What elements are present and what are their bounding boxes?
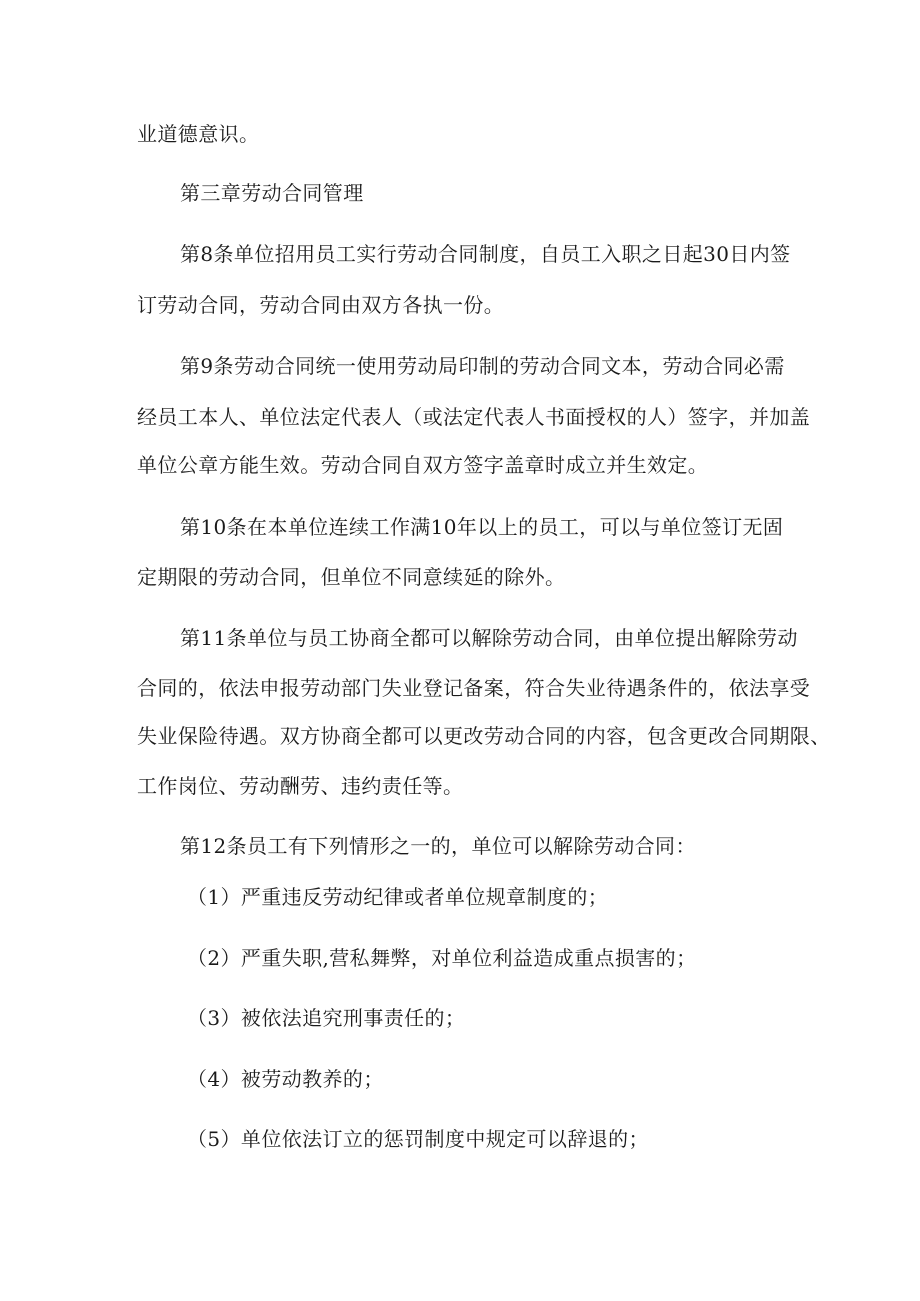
- text-line: 失业保险待遇。双方协商全都可以更改劳动合同的内容，包含更改合同期限、: [137, 724, 831, 748]
- text-line: 工作岗位、劳动酬劳、违约责任等。: [137, 774, 464, 798]
- chapter-heading: 第三章劳动合同管理: [180, 181, 364, 205]
- text-line: 定期限的劳动合同，但单位不同意续延的除外。: [137, 565, 566, 589]
- text-line: 合同的，依法申报劳动部门失业登记备案，符合失业待遇条件的，依法享受: [137, 676, 811, 700]
- list-item: （1）严重违反劳动纪律或者单位规章制度的；: [187, 885, 609, 909]
- text-line: 经员工本人、单位法定代表人（或法定代表人书面授权的人）签字，并加盖: [137, 405, 811, 429]
- text-line: 第11条单位与员工协商全都可以解除劳动合同，由单位提出解除劳动: [180, 626, 798, 650]
- text-line: 第9条劳动合同统一使用劳动局印制的劳动合同文本，劳动合同必需: [180, 354, 785, 378]
- text-line: 订劳动合同，劳动合同由双方各执一份。: [137, 293, 505, 317]
- text-line: 第12条员工有下列情形之一的，单位可以解除劳动合同：: [180, 834, 696, 858]
- text-line: 第10条在本单位连续工作满10年以上的员工，可以与单位签订无固: [180, 515, 784, 539]
- list-item: （5）单位依法订立的惩罚制度中规定可以辞退的；: [187, 1127, 649, 1151]
- list-item: （3）被依法追究刑事责任的；: [187, 1006, 466, 1030]
- text-line: 第8条单位招用员工实行劳动合同制度，自员工入职之日起30日内签: [180, 242, 791, 266]
- list-item: （4）被劳动教养的；: [187, 1067, 384, 1091]
- text-line: 业道德意识。: [137, 122, 260, 146]
- list-item: （2）严重失职,营私舞弊，对单位利益造成重点损害的；: [187, 946, 697, 970]
- text-line: 单位公章方能生效。劳动合同自双方签字盖章时成立并生效定。: [137, 453, 709, 477]
